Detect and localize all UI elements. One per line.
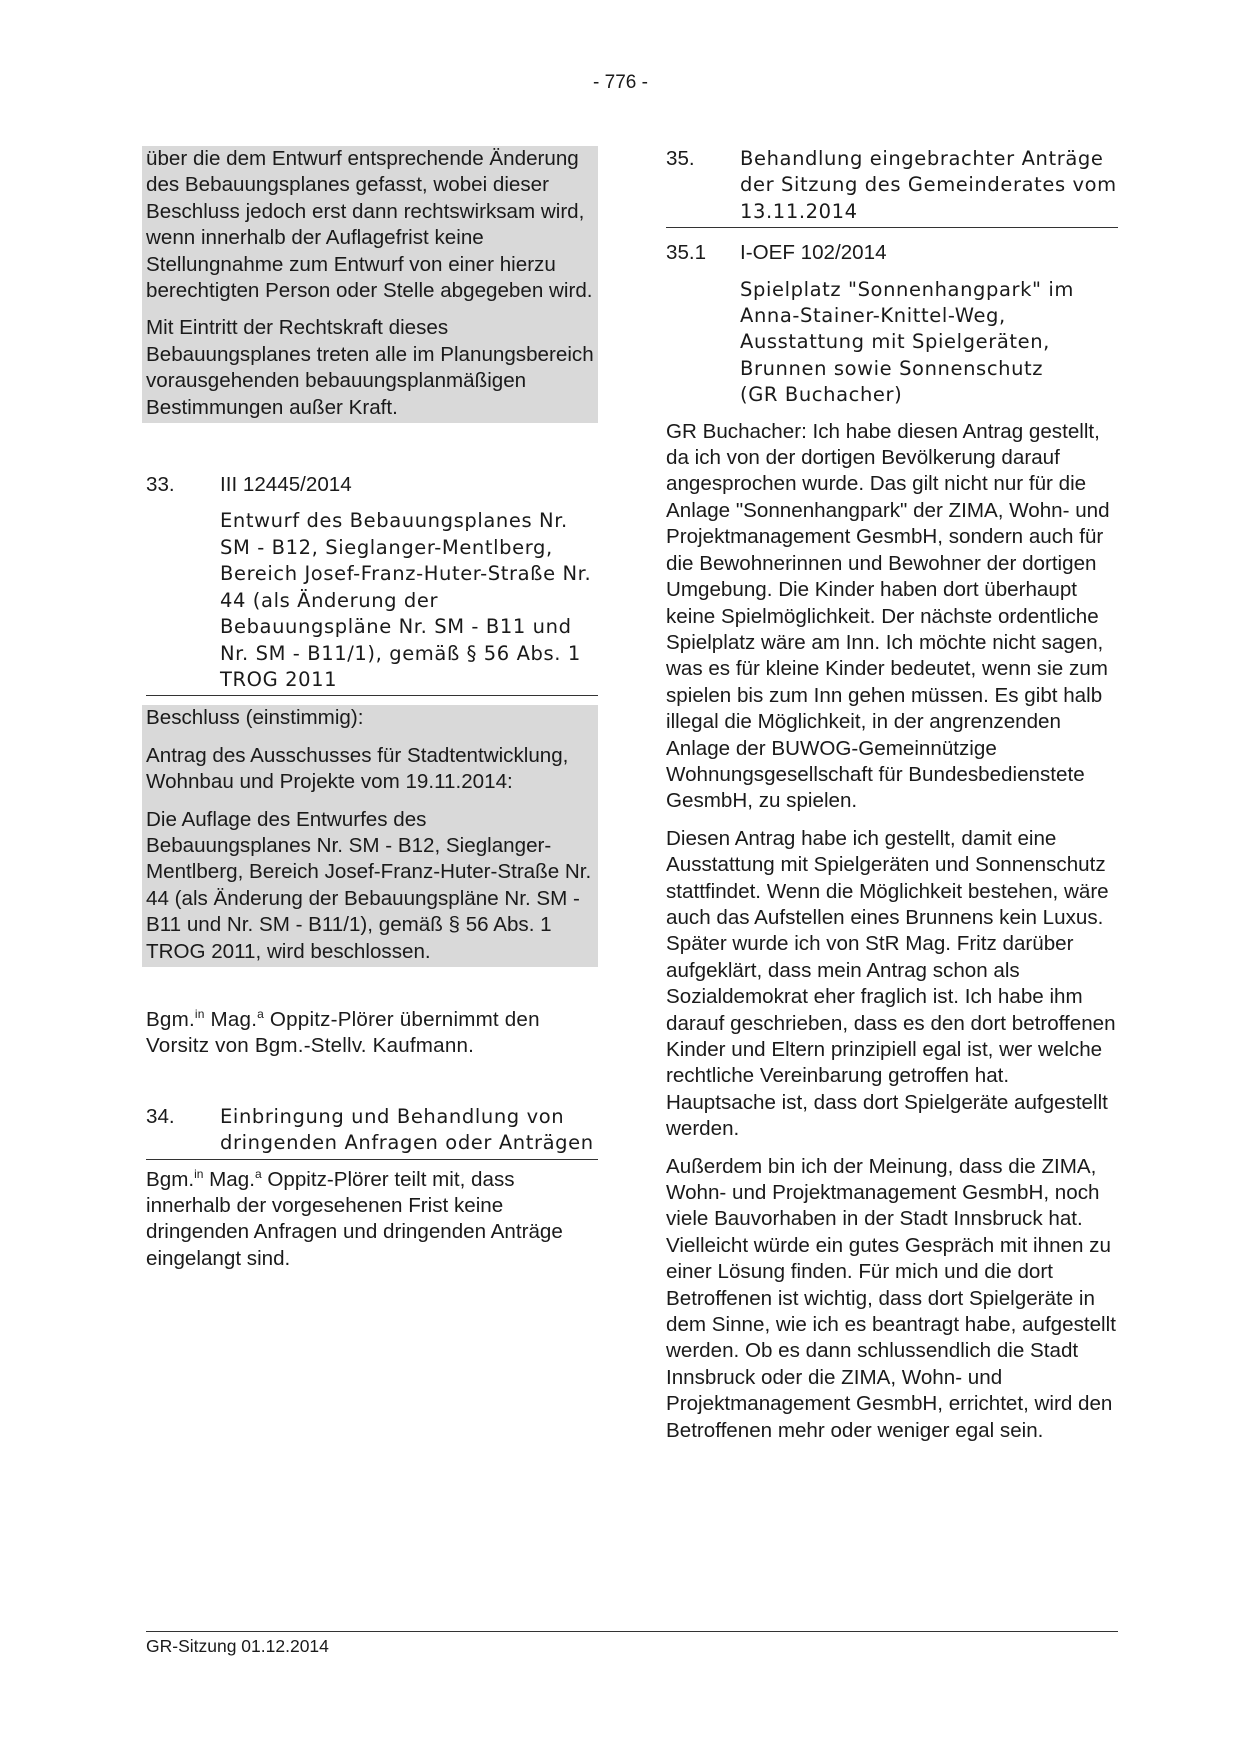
vorsitz-note: Bgm.$^{in}$ Mag.$^a$ Oppitz-Plörer übernimmt den Vorsitz von Bgm.-Stellv. Kaufmann. [146, 1007, 540, 1058]
resolution-text-box [142, 146, 598, 423]
item-34-title: Einbringung und Behandlung von dringenden Anfragen oder Anträgen [220, 1104, 594, 1155]
item-code: I-OEF 102/2014 [740, 241, 887, 265]
item-35-1-author: (GR Buchacher) [740, 383, 903, 407]
item-number: 34. [146, 1104, 175, 1128]
item-number: 33. [146, 473, 175, 497]
speech-paragraph: GR Buchacher: Ich habe diesen Antrag gestellt, da ich von der dortigen Bevölkerung darauf angesprochen wurde. Das gilt nicht nur für die Anlage "Sonnenhangpark" der ZIMA, Wohn- und Projektmanagement GesmbH, sondern auch für die Bewohnerinnen und Bewohner der dortigen Umgebung. Die Kinder haben dort überhaupt keine Spielmöglichkeit. Der nächste ordentliche Spielplatz wäre am Inn. Ich möchte nicht sagen, was es für kleine Kinder bedeutet, wenn sie zum spielen bis zum Inn gehen müssen. Es gibt halb illegal die Möglichkeit, in der angrenzenden Anlage der BUWOG-Gemeinnützige Wohnungsgesellschaft für Bundesbedienstete GesmbH, zu spielen. [666, 419, 1110, 813]
item-number: 35.1 [666, 241, 707, 265]
item-number: 35. [666, 147, 695, 170]
item-33-header [146, 472, 598, 498]
item-34-text: Bgm.$^{in}$ Mag.$^a$ Oppitz-Plörer teilt mit, dass innerhalb der vorgesehenen Frist keine dringenden Anfragen und dringenden Anträge eingelangt sind. [146, 1166, 563, 1270]
resolution-paragraph: über die dem Entwurf entsprechende Änderung des Bebauungsplanes gefasst, wobei dieser Beschluss jedoch erst dann rechtswirksam wird, wenn innerhalb der Auflagefrist keine Stellungnahme zum Entwurf von einer hierzu berechtigten Person oder Stelle abgegeben wird. [146, 147, 593, 303]
right-column [666, 146, 1118, 1444]
beschluss-box [142, 705, 598, 967]
speech-paragraph: Diesen Antrag habe ich gestellt, damit eine Ausstattung mit Spielgeräten und Sonnenschutz stattfindet. Wenn die Möglichkeit bestehen, wäre auch das Aufstellen eines Brunnens kein Luxus. Später wurde ich von StR Mag. Fritz darüber aufgeklärt, dass mein Antrag schon als Sozialdemokrat eher fraglich ist. Ich habe ihm darauf geschrieben, dass es den dort betroffenen Kinder und Eltern prinzipiell egal ist, wer welche rechtliche Vereinbarung getroffen hat. Hauptsache ist, dass dort Spielgeräte aufgestellt werden. [666, 826, 1116, 1141]
footer: GR-Sitzung 01.12.2014 [146, 1631, 1118, 1657]
item-35-header [666, 146, 1118, 228]
item-35-1-title: Spielplatz "Sonnenhangpark" im Anna-Stainer-Knittel-Weg, Ausstattung mit Spielgeräten, Brunnen sowie Sonnenschutz [740, 277, 1075, 380]
beschluss-paragraph: Die Auflage des Entwurfes des Bebauungsplanes Nr. SM - B12, Sieglanger-Mentlberg, Bereich Josef-Franz-Huter-Straße Nr. 44 (als Änderung der Bebauungspläne Nr. SM - B11 und Nr. SM - B11/1), gemäß § 56 Abs. 1 TROG 2011, wird beschlossen. [146, 807, 592, 963]
item-35-title: Behandlung eingebrachter Anträge der Sitzung des Gemeinderates vom 13.11.2014 [740, 147, 1117, 223]
resolution-paragraph: Mit Eintritt der Rechtskraft dieses Bebauungsplanes treten alle im Planungsbereich vorausgehenden bebauungsplanmäßigen Bestimmungen außer Kraft. [146, 316, 594, 419]
item-35-1-header [666, 240, 1118, 266]
beschluss-heading: Beschluss (einstimmig): [146, 706, 364, 730]
item-code: III 12445/2014 [220, 473, 352, 497]
item-34-header [146, 1104, 598, 1160]
item-33-title: Entwurf des Bebauungsplanes Nr. SM - B12, Sieglanger-Mentlberg, Bereich Josef-Franz-Huter-Straße Nr. 44 (als Änderung der Bebauungspläne Nr. SM - B11 und Nr. SM - B11/1), gemäß § 56 Abs. 1 TROG 2011 [146, 508, 598, 696]
left-column [146, 146, 598, 1272]
page-number: - 776 - [593, 72, 648, 93]
beschluss-paragraph: Antrag des Ausschusses für Stadtentwicklung, Wohnbau und Projekte vom 19.11.2014: [146, 743, 569, 794]
speech-paragraph: Außerdem bin ich der Meinung, dass die ZIMA, Wohn- und Projektmanagement GesmbH, noch viele Bauvorhaben in der Stadt Innsbruck hat. Vielleicht würde ein gutes Gespräch mit ihnen zu einer Lösung finden. Für mich und die dort Betroffenen ist wichtig, dass dort Spielgeräte in dem Sinne, wie ich es beantragt habe, aufgestellt werden. Ob es dann schlussendlich die Stadt Innsbruck oder die ZIMA, Wohn- und Projektmanagement GesmbH, errichtet, wird den Betroffenen mehr oder weniger egal sein. [666, 1154, 1116, 1442]
